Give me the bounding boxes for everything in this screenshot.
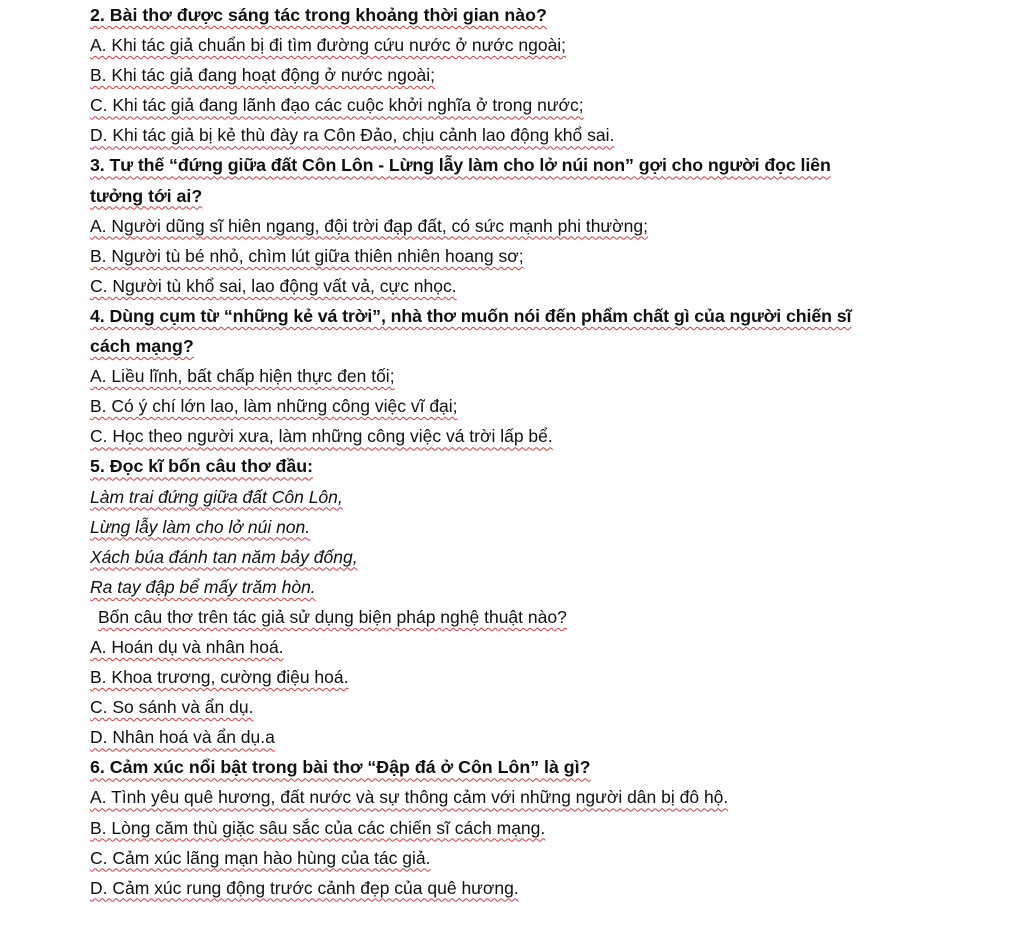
question-5: 5. Đọc kĩ bốn câu thơ đầu:	[90, 456, 314, 477]
q3-option-b: B. Người tù bé nhỏ, chìm lút giữa thiên nhiên hoang sơ;	[90, 245, 524, 266]
q2-option-d: D. Khi tác giả bị kẻ thù đày ra Côn Đảo, chịu cảnh lao động khổ sai.	[90, 125, 615, 146]
q2-option-a: A. Khi tác giả chuẩn bị đi tìm đường cứu nước ở nước ngoài;	[90, 35, 567, 56]
q4-option-c: C. Học theo người xưa, làm những công việc vá trời lấp bể.	[90, 426, 553, 447]
q3-option-a: A. Người dũng sĩ hiên ngang, đội trời đạp đất, có sức mạnh phi thường;	[90, 215, 648, 236]
q2-option-b: B. Khi tác giả đang hoạt động ở nước ngoài;	[90, 65, 436, 86]
q5-option-b: B. Khoa trương, cường điệu hoá.	[90, 667, 349, 688]
q5-option-c: C. So sánh và ẩn dụ.	[90, 697, 254, 718]
question-3-line-2: tưởng tới ai?	[90, 185, 203, 206]
verse-line-1: Làm trai đứng giữa đất Côn Lôn,	[90, 486, 343, 507]
q6-option-c: C. Cảm xúc lãng mạn hào hùng của tác giả.	[90, 847, 431, 868]
q3-option-c: C. Người tù khổ sai, lao động vất vả, cực nhọc.	[90, 275, 457, 296]
question-2: 2. Bài thơ được sáng tác trong khoảng thời gian nào?	[90, 5, 547, 25]
q6-option-a: A. Tình yêu quê hương, đất nước và sự thông cảm với những người dân bị đô hộ.	[90, 787, 729, 808]
q5-prompt: Bốn câu thơ trên tác giả sử dụng biện pháp nghệ thuật nào?	[98, 606, 567, 627]
verse-line-3: Xách búa đánh tan năm bảy đống,	[90, 546, 358, 567]
question-3-line-1: 3. Tư thế “đứng giữa đất Côn Lôn - Lừng lẫy làm cho lở núi non” gợi cho người đọc liên	[90, 155, 831, 176]
verse-line-2: Lừng lẫy làm cho lở núi non.	[90, 516, 311, 537]
verse-line-4: Ra tay đập bể mấy trăm hòn.	[90, 576, 316, 597]
q4-option-b: B. Có ý chí lớn lao, làm những công việc vĩ đại;	[90, 396, 458, 417]
document-page	[90, 0, 990, 903]
question-6: 6. Cảm xúc nổi bật trong bài thơ “Đập đá ở Côn Lôn” là gì?	[90, 757, 591, 778]
question-4-line-2: cách mạng?	[90, 336, 194, 357]
q5-option-a: A. Hoán dụ và nhân hoá.	[90, 636, 284, 657]
q6-option-d: D. Cảm xúc rung động trước cảnh đẹp của quê hương.	[90, 877, 519, 898]
q4-option-a: A. Liều lĩnh, bất chấp hiện thực đen tối;	[90, 366, 395, 387]
q2-option-c: C. Khi tác giả đang lãnh đạo các cuộc khởi nghĩa ở trong nước;	[90, 95, 584, 116]
q5-option-d: D. Nhân hoá và ẩn dụ.a	[90, 727, 275, 748]
q6-option-b: B. Lòng căm thù giặc sâu sắc của các chiến sĩ cách mạng.	[90, 817, 546, 838]
question-4-line-1: 4. Dùng cụm từ “những kẻ vá trời”, nhà thơ muốn nói đến phẩm chất gì của người chiến sĩ	[90, 305, 852, 326]
